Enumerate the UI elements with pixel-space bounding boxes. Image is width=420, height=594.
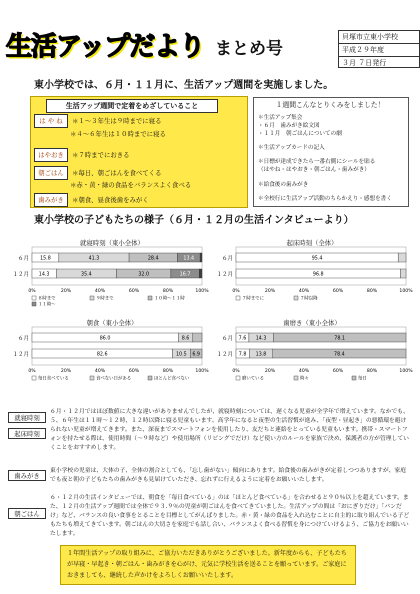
tick-label: 80% <box>162 289 174 294</box>
legend-swatch <box>294 376 298 380</box>
bar-segment <box>193 333 202 342</box>
data-label: 13.4 <box>183 256 195 262</box>
tick-label: 80% <box>366 289 378 294</box>
goal-tag: 歯みがき <box>34 193 68 207</box>
tick-label: 80% <box>366 369 378 374</box>
legend-swatch <box>148 376 152 380</box>
category-label: ６月 <box>17 336 29 342</box>
data-label: 14.3 <box>255 336 267 342</box>
weekly-activity-item: ・１１月 朝ごはんについての劇 <box>258 131 342 137</box>
issue-year: 平成２９年度 <box>339 44 419 57</box>
closing-message: １年間生活アップの取り組みに、ご協力いただきありがとうございました。新年度からも、子どもたちが早寝・早起き・朝ごはん・歯みがきを心がけ、元気に学校生活を送ることを願っています。ご家庭におきましても、継続した声かけをよろしくお願いいたします。 <box>60 545 356 585</box>
bar-segment <box>401 269 406 278</box>
legend-swatch <box>32 296 36 300</box>
newsletter-title: 生活アップだより <box>6 32 205 62</box>
data-label: 10.5 <box>176 352 187 358</box>
legend-label: １１時～ <box>38 302 56 308</box>
goal-text: ＊４～６年生は１０時までに寝る <box>70 130 166 138</box>
legend-label: ７時までに <box>242 296 264 302</box>
tick-label: 20% <box>60 289 72 294</box>
data-label: 14.3 <box>38 272 50 278</box>
category-label: １２月 <box>12 272 29 278</box>
row-text-breakfast: ６・１２月の生活インタビューでは、朝食を「毎日食べている」のは「ほとんど食べている」を合わせると９０％以上を超えています。また、１２月の生活アップ週間では全体で９３.９％の児童が朝ごはんを食べてきていました。生活アップの間は「おにぎりだけ」「パンだけ」など、バランスの良い食事をとることを目標としてがんばりました。赤・黄・緑の食品を入れ込むことに自主的に取り組んでいる子どもたちも増えてきています。朝ごはんの大切さを家庭でも話し合い、バランスよく食べる習慣を身につけていけるよう、ご協力をお願いいたします。 <box>50 495 410 537</box>
tick-label: 0% <box>28 289 36 294</box>
legend-swatch <box>32 376 36 380</box>
tick-label: 40% <box>94 369 106 374</box>
goals-title: 生活アップ週間で定着をめざしていること <box>46 99 218 113</box>
goal-text: ＊赤・黄・緑の食品をバランスよく食べる <box>70 181 192 189</box>
goal-tag: は や ね <box>34 114 68 128</box>
goal-text: ＊毎日、朝ごはんを食べてくる <box>72 169 162 177</box>
legend-label: 毎日食べている <box>38 376 69 382</box>
category-label: ６月 <box>221 256 233 262</box>
weekly-activity-item: ・６月 歯みがき絵文図 <box>258 123 320 129</box>
data-label: 13.8 <box>255 352 267 358</box>
data-label: 7.6 <box>238 336 247 342</box>
row-label-bedtime: 就寝時刻 <box>8 412 46 423</box>
category-label: ６月 <box>221 336 233 342</box>
legend-swatch <box>236 296 240 300</box>
chart-title-brushing: 歯磨き（東小全体） <box>283 319 341 327</box>
goal-row <box>34 166 161 178</box>
goal-text: ＊朝食、昼食後歯をみがく <box>72 196 149 204</box>
data-label: 95.4 <box>311 256 323 262</box>
chart-title-wake: 起床時刻（全体） <box>286 239 338 247</box>
goal-tag: 朝ごはん <box>34 166 68 180</box>
legend-label: ７時以降 <box>300 296 318 302</box>
plot-frame <box>236 247 406 285</box>
weekly-activity-item: （はやね・はやおき・朝ごはん・歯みがき） <box>258 167 370 173</box>
legend-swatch <box>352 376 356 380</box>
tick-label: 0% <box>232 369 240 374</box>
legend-swatch <box>294 296 298 300</box>
data-label: 7.8 <box>238 352 247 358</box>
category-label: １２月 <box>216 352 233 358</box>
plot-frame <box>236 327 406 365</box>
legend-swatch <box>148 296 152 300</box>
bar-segment <box>199 269 202 278</box>
data-label: 6.9 <box>192 352 200 358</box>
tick-label: 20% <box>60 369 72 374</box>
tick-label: 40% <box>94 289 106 294</box>
tick-label: 100% <box>399 369 413 374</box>
tick-label: 100% <box>195 289 209 294</box>
tick-label: 20% <box>264 369 276 374</box>
data-label: 32.0 <box>138 272 150 278</box>
chart-breakfast <box>8 325 208 385</box>
chart-wake <box>212 245 412 305</box>
tick-label: 40% <box>298 289 310 294</box>
category-label: ６月 <box>17 256 29 262</box>
legend-label: １０時～１１時 <box>154 296 185 302</box>
data-label: 96.8 <box>312 272 324 278</box>
weekly-activity-item: ＊生活アップカードの記入 <box>258 145 325 151</box>
chart-bedtime <box>8 245 209 308</box>
chart-title-breakfast: 朝食（東小全体） <box>86 319 138 327</box>
data-label: 16.7 <box>179 272 191 278</box>
school-name: 貝塚市立東小学校 <box>339 31 419 44</box>
row-label-brushing: 歯みがき <box>8 470 46 481</box>
legend-label: ８時まで <box>38 296 56 302</box>
data-label: 78.1 <box>334 336 345 342</box>
legend-label: 時々 <box>300 376 309 382</box>
tick-label: 60% <box>332 369 344 374</box>
tick-label: 40% <box>298 369 310 374</box>
data-label: 82.6 <box>96 352 108 358</box>
tick-label: 0% <box>28 369 36 374</box>
goal-text: ＊７時までにおきる <box>72 151 130 159</box>
weekly-activity-item: ＊給食後の歯みがき <box>258 182 309 188</box>
newsletter-subtitle: まとめ号 <box>215 39 283 59</box>
row-text-sleep: ６月・１２月ではほぼ数値に大きな違いがありませんでしたが、就寝時刻については、遅くなる児童が全学年で増えています。なかでも、５、６年生は１１時～１２時、１２時以降に寝る児童もいます。高学年になると夜型の生活習慣が進み、「夜型・昼起き」の悪循環を避けられない児童が増えてきます。また、深夜までスマートフォンを使用したり、友だちと連絡をとっている児童もいます。携帯・スマートフォンを持たせる際は、使用時間（～９時など）や使用場所（リビングでだけ）など使い方のルールを家族で決め、保護者の方が管理していくことをおすすめします。 <box>50 409 409 451</box>
chart-brushing <box>212 325 412 385</box>
bar-segment <box>398 253 406 262</box>
chart-title-bedtime: 就寝時刻（東小全体） <box>80 239 144 247</box>
goal-row <box>34 114 161 126</box>
tick-label: 60% <box>128 369 140 374</box>
row-label-waketime: 起床時刻 <box>8 428 46 439</box>
category-label: １２月 <box>12 352 29 358</box>
data-label: 78.4 <box>334 352 345 358</box>
weekly-activity-item: ＊生活アップ集会 <box>258 115 303 121</box>
goal-row <box>70 179 191 191</box>
page-headline: 東小学校では、６月・１１月に、生活アップ週間を実施しました。 <box>34 80 334 91</box>
issue-date: ３月 ７日発行 <box>342 59 387 67</box>
legend-label: 磨いている <box>242 376 264 382</box>
tick-label: 100% <box>399 289 413 294</box>
data-label: 28.4 <box>147 256 159 262</box>
row-text-brushing: 東小学校の児童は、大体の子、全体の割合としても、「忘し歯がない」傾向にあります。給食後の歯みがきが定着しつつありますが、家庭でも夜と朝の子どもたちの歯みがきも見届けていただき、忘れずに行えるように定着をお願いいたします。 <box>50 468 407 483</box>
issue-info-box <box>338 30 420 68</box>
row-label-breakfast: 朝ごはん <box>8 508 46 519</box>
data-label: 41.3 <box>88 256 100 262</box>
tick-label: 0% <box>232 289 240 294</box>
legend-label: ９時まで <box>96 296 114 302</box>
goal-tag: はやおき <box>34 148 68 162</box>
plot-frame <box>32 247 202 285</box>
legend-label: 食べない日がある <box>96 376 132 382</box>
data-label: 86.0 <box>99 336 111 342</box>
legend-swatch <box>90 376 94 380</box>
legend-swatch <box>90 296 94 300</box>
legend-label: ほとんど食べない <box>154 376 190 382</box>
category-label: １２月 <box>216 272 233 278</box>
bar-segment <box>200 253 202 262</box>
legend-label: 毎日 <box>358 376 367 382</box>
data-label: 35.4 <box>81 272 92 278</box>
data-label: 15.8 <box>40 256 51 262</box>
tick-label: 80% <box>162 369 174 374</box>
goal-row <box>70 128 166 140</box>
tick-label: 100% <box>195 369 209 374</box>
goal-row <box>34 148 130 160</box>
tick-label: 60% <box>332 289 344 294</box>
plot-frame <box>32 327 202 365</box>
legend-swatch <box>32 302 36 306</box>
goal-row <box>34 193 149 205</box>
tick-label: 20% <box>264 289 276 294</box>
legend-swatch <box>236 376 240 380</box>
weekly-activity-item: ＊日標が達成できたら一番右側にシールを貼る <box>258 159 376 165</box>
goal-text: ＊１～３年生は９時までに寝る <box>72 117 162 125</box>
data-label: 8.6 <box>181 336 190 342</box>
weekly-activities-title: １週間こんなとりくみをしました！ <box>275 101 385 109</box>
weekly-activity-item: ＊全校行に生活アップ活動のちらかえり・感想を書く <box>258 196 392 202</box>
survey-section-heading: 東小学校の子どもたちの様子（６月・１２月の生活インタビューより） <box>34 215 354 226</box>
tick-label: 60% <box>128 289 140 294</box>
